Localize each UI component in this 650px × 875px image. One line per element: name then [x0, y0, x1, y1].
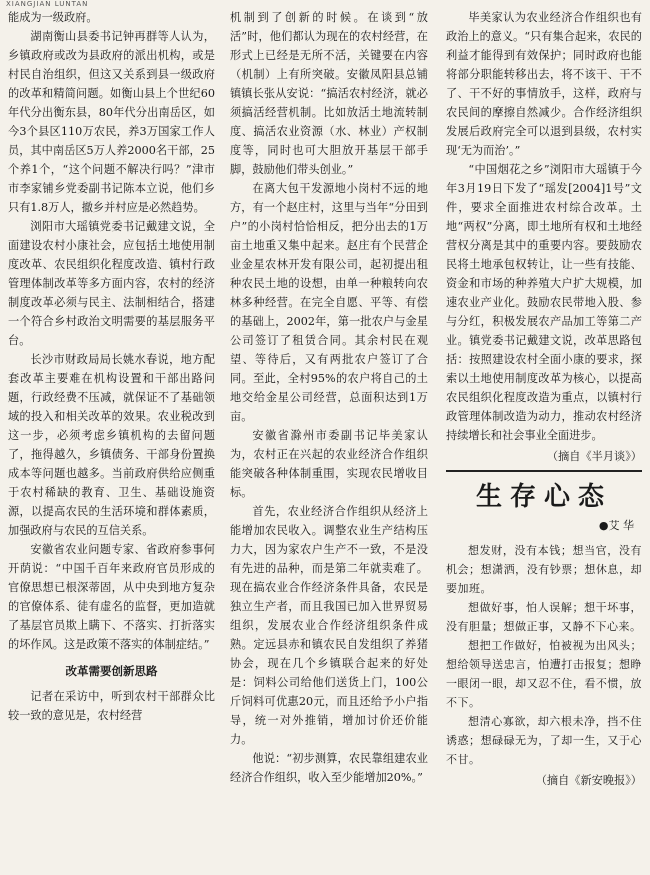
- column-1: [8, 8, 215, 725]
- paragraph: “中国烟花之乡”浏阳市大瑶镇于今年3月19日下发了“瑶发[2004]1号”文件，要求全面推进农村综合改革。土地“两权”分离，即土地所有权和土地经营权分离是其中的重要内容。要鼓励农民将土地承包权转让，让一些有技能、资金和市场的种养殖大户扩大规模，加速农业产业化。鼓励农民带地入股、参与分红，积极发展农产品加工等第二产业。镇党委书记戴建文说，改革思路包括：按照建设农村全面小康的要求，探索以土地使用制度改革为核心，以提高农民组织化程度改造为重点，以镇村行政管理体制改造为动力，推动农村经济持续增长和社会事业全面进步。: [446, 163, 642, 442]
- essay-source: （摘自《新安晚报》）: [535, 774, 642, 787]
- paragraph: 在离大包干发源地小岗村不远的地方，有一个赵庄村，这里与当年“分田到户”的小岗村恰恰相反，把分出去的1万亩土地重又集中起来。赵庄有个民营企业金星农林开发有限公司，起初提出租种农民土地的设想，由单一种粮转向农林多种经营。在完全自愿、平等、有偿的基础上，2002年，第一批农户与金星公司签订了租赁合同。其余村民在观望、等待后，又有两批农户签订了合同。至此，全村95%的农户将自己的土地交给金星公司经营，总面积达到1万亩。: [230, 182, 428, 423]
- essay-line: 想清心寡欲，却六根未净，挡不住诱惑；想碌碌无为，了却一生，又于心不甘。: [446, 715, 642, 766]
- paragraph: 安徽省农业问题专家、省政府参事何开荫说：“中国千百年来政府官员形成的官僚思想已根深蒂固，从中央到地方复杂的官僚体系、徒有虚名的监督，更加造就了基层官员欺上瞒下、不落实、打折落实的坏作风。这是政策不落实的体制症结。”: [8, 543, 215, 651]
- paragraph: 湖南衡山县委书记钟再群等人认为，乡镇政府或改为县政府的派出机构，或是村民自治组织，但这又关系到县一级政府的改革和精简问题。如衡山县上个世纪60年代分出衡东县，80年代分出南岳区，如今3个县区110万农民，养3万国家工作人员，其中南岳区5万人养2000名干部，25个养1个，“这个问题不解决行吗？”津市市李家铺乡党委副书记陈本立说，他们乡只有1.8万人，撤乡并村应是必然趋势。: [8, 30, 215, 214]
- paragraph: 机制到了创新的时候。在谈到“放活”时，他们都认为现在的农村经营，在形式上已经是无所不活，关键要在内容（机制）上有所突破。安徽凤阳县总铺镇镇长张从安说：“搞活农村经济，就必须搞活经营机制。比如放活土地流转制度、搞活农业资源（水、林业）产权制度等，同时也可大胆放开基层干部手脚，鼓励他们带头创业。”: [230, 11, 428, 176]
- paragraph: 长沙市财政局局长姚水春说，地方配套改革主要难在机构设置和干部出路问题，行政经费不压减，就保证不了基础领域的投入和相关改革的效果。农业税改到这一步，必须考虑乡镇机构的去留问题了，拖得越久，乡镇债务、干部身份置换成本等问题也越多。当前政府供给应侧重于农村稀缺的教育、卫生、基础设施资源，以提高农民的生活环境和群体素质，加强政府与农民的互信关系。: [8, 353, 215, 537]
- essay-line: 想发财，没有本钱；想当官，没有机会；想潇洒，没有钞票；想休息，却要加班。: [446, 544, 642, 595]
- section-subheading: 改革需要创新思路: [65, 664, 158, 678]
- paragraph: 首先，农业经济合作组织从经济上能增加农民收入。调整农业生产结构压力大，因为家农户生产不一致，不是没有先进的品种，而是第二年就卖难了。现在搞农业合作经济条件具备，农民是独立生产者，而且我国已加入世界贸易组织，发展农业合作经济组织条件成熟。定远县赤和镇农民自发组织了养猪协会，现在几个乡镇联合起来的好处是：饲料公司给他们送货上门，100公斤饲料可优惠20元，而且还给予小户指导，统一对外推销，增加讨价还价能力。: [230, 505, 428, 746]
- column-3: [446, 8, 642, 790]
- essay-line: 想把工作做好，怕被视为出风头；想给领导送忠言，怕遭打击报复；想睁一眼闭一眼，却又忍不住，看不惯，放不下。: [446, 639, 642, 709]
- essay-box: [446, 470, 642, 790]
- column-2: [230, 8, 428, 787]
- essay-line: 想做好事，怕人误解；想干坏事，没有胆量；想做正事，又静不下心来。: [446, 601, 642, 633]
- paragraph: 安徽省滁州市委副书记毕美家认为，农村正在兴起的农业经济合作组织能突破各种体制重围，实现农民增收目标。: [230, 429, 428, 499]
- essay-title: 生存心态: [475, 482, 612, 512]
- article-source: （摘自《半月谈》）: [546, 450, 642, 463]
- paragraph: 能成为一级政府。: [8, 11, 98, 24]
- paragraph: 浏阳市大瑶镇党委书记戴建文说，全面建设农村小康社会，应包括土地使用制度改革、农民组织化程度改造、镇村行政管理体制改革等多方面内容，农村的经济制度改革必须与民主、法制相结合，搭建一个符合乡村政治文明需要的基层服务平台。: [8, 220, 215, 347]
- paragraph: 他说：“初步测算，农民靠组建农业经济合作组织，收入至少能增加20%。”: [230, 752, 428, 784]
- essay-author: ●艾 华: [598, 519, 634, 532]
- running-head: XIANGJIAN LUNTAN: [6, 0, 89, 8]
- paragraph: 毕美家认为农业经济合作组织也有政治上的意义。“只有集合起来，农民的利益才能得到有效保护；同时政府也能将部分职能转移出去，将不该干、干不了、干不好的事情放手，这样，政府与农民间的摩擦自然减少。合作经济组织发展后政府完全可以退到县级，农村实现‘无为而治’。”: [446, 11, 642, 157]
- paragraph: 记者在采访中，听到农村干部群众比较一致的意见是，农村经营: [8, 690, 215, 722]
